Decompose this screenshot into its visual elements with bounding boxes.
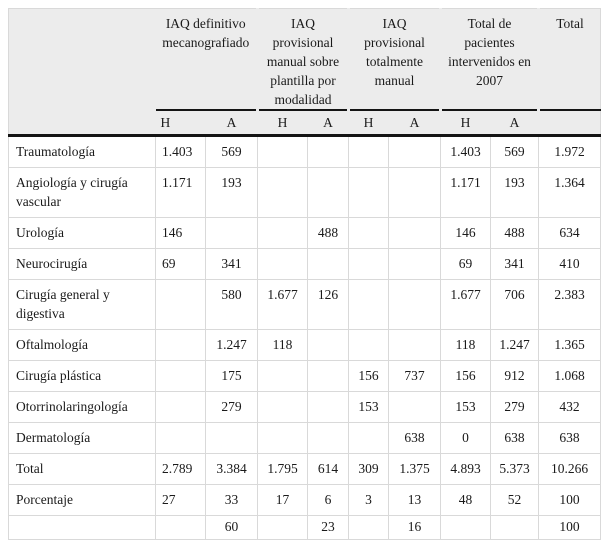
cell: 341: [206, 249, 258, 280]
cell: 100: [539, 516, 601, 540]
cell: [491, 516, 539, 540]
cell: 2.383: [539, 280, 601, 330]
cell: 153: [349, 392, 389, 423]
cell: [156, 423, 206, 454]
cell: [206, 218, 258, 249]
cell: [258, 361, 308, 392]
cell: [349, 218, 389, 249]
table-row: [9, 168, 601, 218]
cell: 156: [441, 361, 491, 392]
cell: 638: [491, 423, 539, 454]
cell: [258, 392, 308, 423]
cell: [349, 280, 389, 330]
cell: [441, 516, 491, 540]
table-row: [9, 136, 601, 168]
cell: [258, 168, 308, 218]
cell: 1.375: [389, 454, 441, 485]
cell: 1.364: [539, 168, 601, 218]
cell: 638: [389, 423, 441, 454]
cell: 156: [349, 361, 389, 392]
group-header-row: [9, 9, 601, 111]
subheader-row: [9, 110, 601, 136]
table-row: [9, 516, 601, 540]
cell: 638: [539, 423, 601, 454]
cell: [258, 218, 308, 249]
row-label: Urología: [9, 218, 156, 249]
cell: 488: [491, 218, 539, 249]
cell: 175: [206, 361, 258, 392]
cell: 279: [491, 392, 539, 423]
table-row: [9, 249, 601, 280]
table-row: [9, 392, 601, 423]
cell: 5.373: [491, 454, 539, 485]
cell: 10.266: [539, 454, 601, 485]
row-label: Otorrinolaringología: [9, 392, 156, 423]
cell: [349, 249, 389, 280]
cell: 1.171: [441, 168, 491, 218]
row-label: Traumatología: [9, 136, 156, 168]
cell: 580: [206, 280, 258, 330]
cell: 126: [308, 280, 349, 330]
row-label: Total: [9, 454, 156, 485]
cell: 1.403: [441, 136, 491, 168]
group-header-total: Total: [539, 9, 601, 111]
cell: 69: [156, 249, 206, 280]
cell: 3.384: [206, 454, 258, 485]
cell: 1.795: [258, 454, 308, 485]
cell: [389, 280, 441, 330]
cell: 193: [206, 168, 258, 218]
subheader-empty: [539, 110, 601, 136]
cell: 48: [441, 485, 491, 516]
cell: 279: [206, 392, 258, 423]
row-label: Cirugía general y digestiva: [9, 280, 156, 330]
cell: 13: [389, 485, 441, 516]
cell: [389, 330, 441, 361]
cell: [308, 249, 349, 280]
cell: [349, 136, 389, 168]
corner-subcell: [9, 110, 156, 136]
cell: 1.247: [491, 330, 539, 361]
cell: [156, 361, 206, 392]
cell: 100: [539, 485, 601, 516]
cell: 4.893: [441, 454, 491, 485]
cell: 193: [491, 168, 539, 218]
cell: 309: [349, 454, 389, 485]
cell: 634: [539, 218, 601, 249]
cell: 488: [308, 218, 349, 249]
cell: 410: [539, 249, 601, 280]
table-row: [9, 280, 601, 330]
cell: [156, 392, 206, 423]
cell: 341: [491, 249, 539, 280]
cell: 27: [156, 485, 206, 516]
cell: [308, 136, 349, 168]
cell: [258, 249, 308, 280]
cell: 52: [491, 485, 539, 516]
subheader-h: H: [441, 110, 491, 136]
cell: 33: [206, 485, 258, 516]
cell: 912: [491, 361, 539, 392]
group-header-total-pacientes: Total de pacientes intervenidos en 2007: [441, 9, 539, 111]
cell: 146: [156, 218, 206, 249]
cell: 1.972: [539, 136, 601, 168]
cell: [308, 423, 349, 454]
table-row-total: [9, 454, 601, 485]
cell: 17: [258, 485, 308, 516]
cell: 432: [539, 392, 601, 423]
cell: 6: [308, 485, 349, 516]
cell: [156, 516, 206, 540]
row-label: Angiología y cirugía vascular: [9, 168, 156, 218]
subheader-a: A: [206, 110, 258, 136]
cell: 69: [441, 249, 491, 280]
cell: [389, 168, 441, 218]
cell: 60: [206, 516, 258, 540]
corner-cell: [9, 9, 156, 111]
cell: [349, 516, 389, 540]
iaq-surgery-table: [8, 8, 601, 540]
cell: [206, 423, 258, 454]
cell: [349, 168, 389, 218]
row-label: [9, 516, 156, 540]
row-label: Dermatología: [9, 423, 156, 454]
row-label: Neurocirugía: [9, 249, 156, 280]
table-row: [9, 218, 601, 249]
cell: 153: [441, 392, 491, 423]
cell: 737: [389, 361, 441, 392]
cell: 706: [491, 280, 539, 330]
group-header-iaq-definitivo: IAQ definitivo mecanografiado: [156, 9, 258, 111]
row-label: Porcentaje: [9, 485, 156, 516]
cell: [389, 392, 441, 423]
subheader-h: H: [258, 110, 308, 136]
cell: 614: [308, 454, 349, 485]
subheader-h: H: [156, 110, 206, 136]
cell: 1.171: [156, 168, 206, 218]
cell: 118: [258, 330, 308, 361]
cell: 569: [206, 136, 258, 168]
cell: 16: [389, 516, 441, 540]
table-row: [9, 361, 601, 392]
subheader-a: A: [491, 110, 539, 136]
cell: [308, 330, 349, 361]
cell: 569: [491, 136, 539, 168]
table-row: [9, 423, 601, 454]
cell: 1.403: [156, 136, 206, 168]
group-header-iaq-provisional-manual: IAQ provisional totalmente manual: [349, 9, 441, 111]
cell: [156, 330, 206, 361]
subheader-a: A: [308, 110, 349, 136]
subheader-h: H: [349, 110, 389, 136]
cell: 3: [349, 485, 389, 516]
cell: [389, 136, 441, 168]
cell: [349, 330, 389, 361]
cell: [258, 136, 308, 168]
cell: 0: [441, 423, 491, 454]
cell: [258, 423, 308, 454]
cell: [389, 218, 441, 249]
row-label: Cirugía plástica: [9, 361, 156, 392]
row-label: Oftalmología: [9, 330, 156, 361]
cell: 1.677: [258, 280, 308, 330]
cell: [258, 516, 308, 540]
cell: [389, 249, 441, 280]
statistics-table-container: [8, 8, 601, 540]
cell: [308, 168, 349, 218]
table-row-porcentaje: [9, 485, 601, 516]
subheader-a: A: [389, 110, 441, 136]
cell: [308, 392, 349, 423]
cell: 1.247: [206, 330, 258, 361]
cell: 23: [308, 516, 349, 540]
cell: 146: [441, 218, 491, 249]
cell: 1.677: [441, 280, 491, 330]
table-row: [9, 330, 601, 361]
cell: [156, 280, 206, 330]
cell: [349, 423, 389, 454]
cell: 1.365: [539, 330, 601, 361]
cell: 2.789: [156, 454, 206, 485]
cell: 118: [441, 330, 491, 361]
cell: 1.068: [539, 361, 601, 392]
group-header-iaq-provisional-plantilla: IAQ provisional manual sobre plantilla por modalidad: [258, 9, 349, 111]
cell: [308, 361, 349, 392]
